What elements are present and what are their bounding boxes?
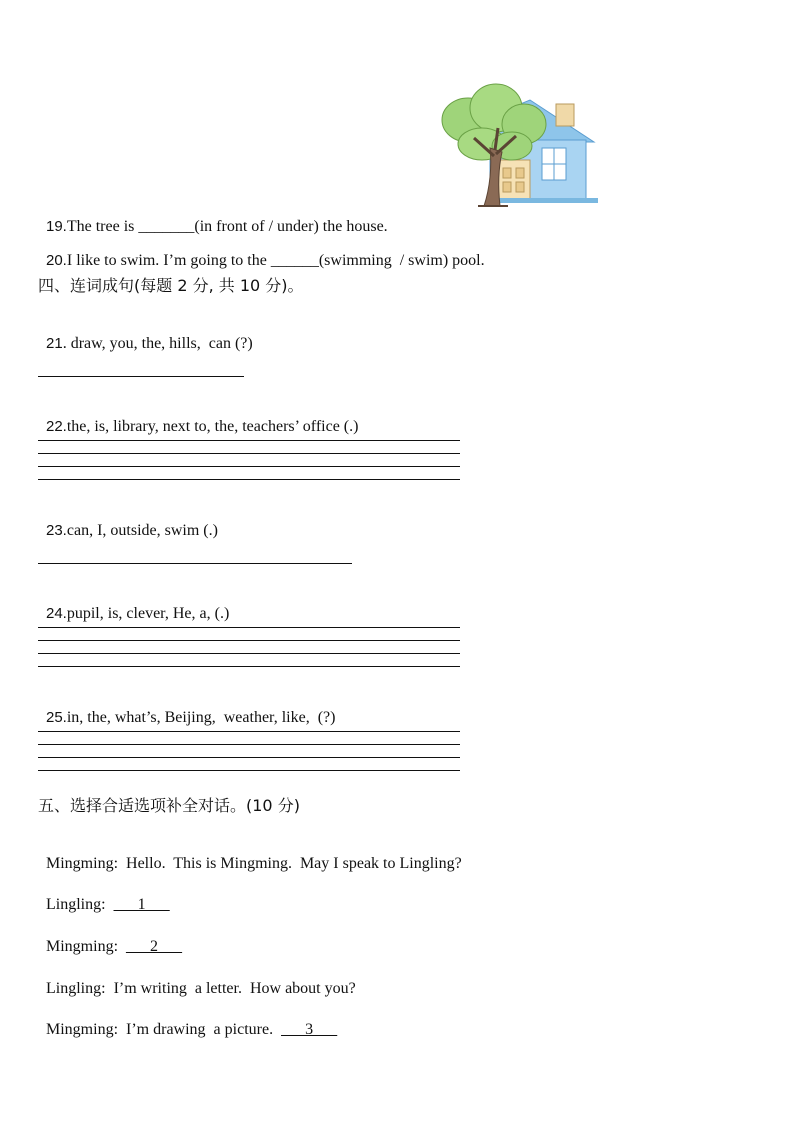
dialogue-line <box>38 962 356 998</box>
dialogue-text: Hello. This is Mingming. May I speak to Lingling? <box>118 855 462 872</box>
answer-line[interactable] <box>38 640 460 641</box>
tree-house-illustration <box>438 78 598 214</box>
dialogue-text <box>106 896 114 913</box>
question-23: 23.can, I, outside, swim (.) <box>46 522 218 539</box>
answer-line[interactable] <box>38 376 244 377</box>
question-19-text: The tree is _______(in front of / under) the house. <box>66 218 388 235</box>
question-22-text: the, is, library, next to, the, teachers’ office (.) <box>66 418 359 435</box>
answer-line[interactable] <box>38 731 460 732</box>
speaker: Mingming: <box>46 1021 119 1038</box>
answer-line[interactable] <box>38 453 460 454</box>
question-23-text: can, I, outside, swim (.) <box>66 522 218 539</box>
speaker: Mingming: <box>46 855 119 872</box>
speaker: Mingming: <box>46 938 119 955</box>
answer-line[interactable] <box>38 466 460 467</box>
answer-blank-2[interactable]: ___2___ <box>126 938 183 955</box>
question-22: 22.the, is, library, next to, the, teachers’ office (.) <box>46 418 359 435</box>
question-19: 19.The tree is _______(in front of / under) the house. <box>46 218 388 235</box>
dialogue-line <box>38 837 462 873</box>
answer-line[interactable] <box>38 770 460 771</box>
dialogue-line <box>38 920 182 956</box>
question-25: 25.in, the, what’s, Beijing, weather, like, (?) <box>46 709 336 726</box>
answer-line[interactable] <box>38 744 460 745</box>
section-5-title: 五、选择合适选项补全对话。(10 分) <box>38 796 300 815</box>
answer-line[interactable] <box>38 440 460 441</box>
answer-blank-3[interactable]: ___3___ <box>281 1021 338 1038</box>
question-21: 21. draw, you, the, hills, can (?) <box>46 335 253 352</box>
speaker: Lingling: <box>46 980 106 997</box>
dialogue-line <box>38 878 170 914</box>
answer-line[interactable] <box>38 627 460 628</box>
speaker: Lingling: <box>46 896 106 913</box>
dialogue-text: I’m drawing a picture. <box>118 1021 282 1038</box>
question-20-text: I like to swim. I’m going to the ______(swimming / swim) pool. <box>66 252 485 269</box>
question-25-text: in, the, what’s, Beijing, weather, like, (?) <box>66 709 336 726</box>
answer-line[interactable] <box>38 479 460 480</box>
question-21-text: . draw, you, the, hills, can (?) <box>62 335 253 352</box>
question-20: 20.I like to swim. I’m going to the ______(swimming / swim) pool. <box>46 252 485 269</box>
question-24: 24.pupil, is, clever, He, a, (.) <box>46 605 230 622</box>
answer-line[interactable] <box>38 666 460 667</box>
answer-line[interactable] <box>38 563 352 564</box>
answer-line[interactable] <box>38 653 460 654</box>
dialogue-text <box>118 938 126 955</box>
section-4-title: 四、连词成句(每题 2 分, 共 10 分)。 <box>38 276 304 295</box>
dialogue-text: I’m writing a letter. How about you? <box>105 980 356 997</box>
dialogue-line <box>38 1003 337 1039</box>
answer-blank-1[interactable]: ___1___ <box>113 896 170 913</box>
answer-line[interactable] <box>38 757 460 758</box>
question-24-text: pupil, is, clever, He, a, (.) <box>66 605 230 622</box>
